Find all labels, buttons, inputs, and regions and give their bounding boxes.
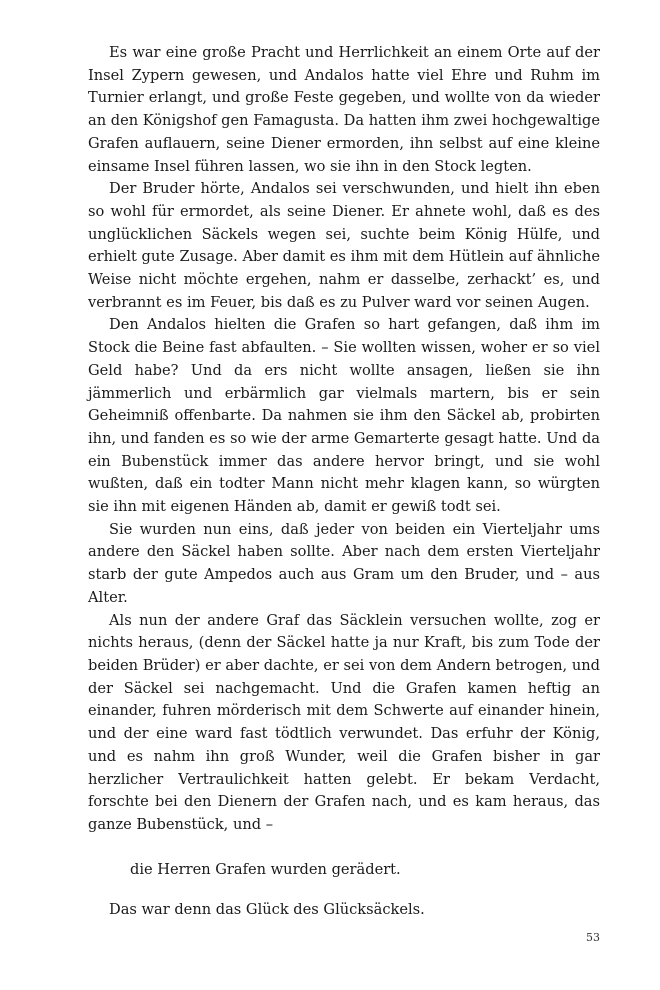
paragraph: Als nun der andere Graf das Säcklein versuchen wollte, zog er nichts heraus, (denn der Säckel hatte ja nur Kraft, bis zum Tode der beiden Brüder) er aber dachte, er sei von dem Andern betrogen, und der Säckel sei nachgemacht. Und die Grafen kamen heftig an einander, fuhren mörderisch mit dem Schwerte auf einander hinein, und der eine ward fast tödtlich verwundet. Das erfuhr der König, und es nahm ihn groß Wunder, weil die Grafen bisher in gar herzlicher Vertraulichkeit hatten gelebt. Er bekam Verdacht, forschte bei den Dienern der Grafen nach, und es kam heraus, das ganze Bubenstück, und –: [88, 611, 600, 833]
paragraph: Den Andalos hielten die Grafen so hart gefangen, daß ihm im Stock die Beine fast abfaulten. – Sie wollten wissen, woher er so viel Geld habe? Und da ers nicht wollte ansagen, ließen sie ihn jämmerlich und erbärmlich gar vielmals martern, bis er sein Geheimniß offenbarte. Da nahmen sie ihm den Säckel ab, probirten ihn, und fanden es so wie der arme Gemarterte gesagt hatte. Und da ein Bubenstück immer das andere hervor bringt, und sie wohl wußten, daß ein todter Mann nicht mehr klagen kann, so würgten sie ihn mit eigenen Händen ab, damit er gewiß todt sei.: [88, 316, 600, 516]
final-line: Das war denn das Glück des Glücksäckels.: [109, 901, 425, 919]
page-body: [88, 42, 600, 922]
paragraph: Sie wurden nun eins, daß jeder von beiden ein Vierteljahr ums andere den Säckel haben sollte. Aber nach dem ersten Vierteljahr starb der gute Ampedos auch aus Gram um den Bruder, und – aus Alter.: [88, 520, 600, 606]
paragraph: Es war eine große Pracht und Herrlichkeit an einem Orte auf der Insel Zypern gewesen, und Andalos hatte viel Ehre und Ruhm im Turnier erlangt, und große Feste gegeben, und wollte von da wieder an den Königshof gen Famagusta. Da hatten ihm zwei hochgewaltige Grafen auflauern, seine Diener ermorden, ihn selbst auf eine kleine einsame Insel führen lassen, wo sie ihn in den Stock legten.: [88, 44, 600, 175]
page-number: 53: [586, 931, 600, 944]
paragraph: Der Bruder hörte, Andalos sei verschwunden, und hielt ihn eben so wohl für ermordet, als seine Diener. Er ahnete wohl, daß es des unglücklichen Säckels wegen sei, suchte beim König Hülfe, und erhielt gute Zusage. Aber damit es ihm mit dem Hütlein auf ähnliche Weise nicht möchte ergehen, nahm er dasselbe, zerhackt’ es, und verbrannt es im Feuer, bis daß es zu Pulver ward vor seinen Augen.: [88, 180, 600, 311]
closing-line: die Herren Grafen wurden gerädert.: [130, 860, 401, 878]
